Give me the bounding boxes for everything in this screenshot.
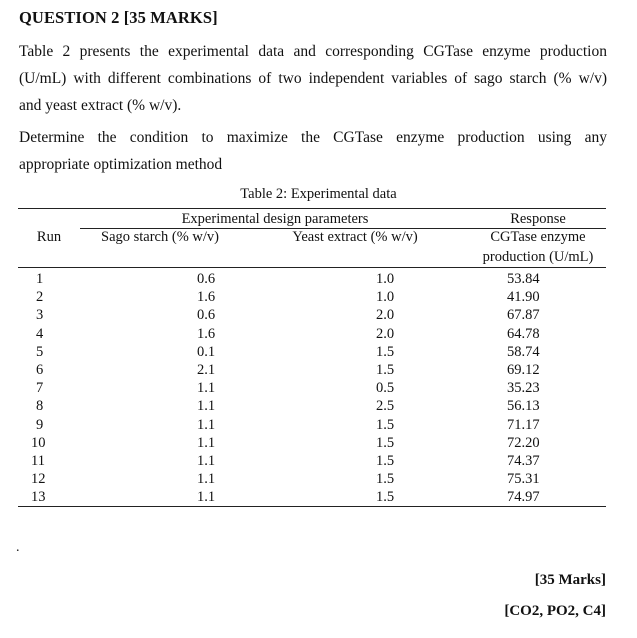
cell-run: 11 — [31, 452, 45, 469]
cell-cgtase: 69.12 — [507, 362, 540, 379]
paragraph-1-line-1: Table 2 presents the experimental data and corresponding CGTase enzyme production — [19, 43, 607, 60]
cell-cgtase: 74.37 — [507, 452, 540, 469]
table-row — [18, 488, 606, 507]
cell-run: 1 — [36, 271, 44, 288]
cell-yeast-extract: 1.5 — [240, 488, 470, 507]
cell-run: 10 — [31, 434, 46, 451]
paragraph-1-line-2: (U/mL) with different combinations of two independent variables of sago starch (% w/v) — [19, 70, 607, 87]
cell-sago-starch: 1.1 — [197, 380, 216, 397]
question-paragraph-2 — [19, 124, 607, 178]
cell-run: 13 — [18, 488, 80, 507]
column-header-sago-starch: Sago starch (% w/v) — [101, 229, 219, 245]
course-outcome-codes: [CO2, PO2, C4] — [504, 603, 606, 619]
cell-run: 7 — [36, 380, 44, 397]
cell-run: 6 — [36, 362, 44, 379]
header-empty-cell — [240, 249, 470, 268]
cell-run: 3 — [36, 307, 44, 324]
cell-sago-starch: 2.1 — [197, 362, 216, 379]
cell-cgtase: 72.20 — [507, 434, 540, 451]
table-header-row-2 — [18, 229, 606, 250]
cell-cgtase: 56.13 — [507, 398, 540, 415]
stray-dot: . — [16, 540, 20, 555]
table-header-row-1 — [18, 209, 606, 229]
column-header-cgtase: CGTase enzyme — [490, 229, 586, 245]
table-row — [18, 343, 606, 361]
table-caption: Table 2: Experimental data — [240, 186, 397, 202]
cell-yeast-extract: 0.5 — [376, 380, 395, 397]
cell-yeast-extract: 1.5 — [376, 452, 395, 469]
cell-yeast-extract: 1.0 — [376, 271, 395, 288]
cell-run: 8 — [36, 398, 44, 415]
cell-cgtase: 53.84 — [507, 271, 540, 288]
cell-cgtase: 41.90 — [507, 289, 540, 306]
table-row — [18, 379, 606, 397]
column-header-production-units: production (U/mL) — [470, 249, 606, 268]
table-row — [18, 268, 606, 289]
group-header-response: Response — [470, 209, 606, 229]
cell-sago-starch: 1.1 — [197, 434, 216, 451]
cell-yeast-extract: 2.5 — [376, 398, 395, 415]
cell-sago-starch: 1.1 — [197, 398, 216, 415]
table-row — [18, 397, 606, 415]
cell-sago-starch: 1.1 — [197, 471, 216, 488]
marks-label: [35 Marks] — [534, 572, 606, 588]
cell-cgtase: 71.17 — [507, 416, 540, 433]
paragraph-2-line-2: appropriate optimization method — [19, 156, 223, 173]
cell-cgtase: 58.74 — [507, 343, 540, 360]
paragraph-1-line-3: and yeast extract (% w/v). — [19, 97, 182, 114]
column-header-run: Run — [36, 228, 62, 245]
table-row — [18, 325, 606, 343]
table-row — [18, 470, 606, 488]
cell-yeast-extract: 1.5 — [376, 343, 395, 360]
cell-sago-starch: 1.6 — [197, 325, 216, 342]
paragraph-2-line-1: Determine the condition to maximize the CGTase enzyme production using any — [19, 129, 607, 146]
cell-run: 9 — [36, 416, 44, 433]
question-title: QUESTION 2 [35 MARKS] — [19, 8, 218, 27]
table-row — [18, 452, 606, 470]
cell-sago-starch: 1.6 — [197, 289, 216, 306]
column-header-yeast-extract: Yeast extract (% w/v) — [292, 229, 418, 245]
header-empty-cell — [80, 249, 240, 268]
cell-run: 5 — [36, 343, 44, 360]
cell-yeast-extract: 1.5 — [376, 416, 395, 433]
cell-sago-starch: 0.6 — [197, 271, 216, 288]
table-row — [18, 434, 606, 452]
cell-run: 2 — [36, 289, 44, 306]
cell-cgtase: 67.87 — [507, 307, 540, 324]
cell-yeast-extract: 1.5 — [376, 471, 395, 488]
cell-yeast-extract: 2.0 — [376, 307, 395, 324]
cell-cgtase: 74.97 — [470, 488, 606, 507]
cell-run: 12 — [31, 471, 46, 488]
cell-cgtase: 75.31 — [507, 471, 540, 488]
header-empty-cell — [18, 209, 80, 229]
table-row — [18, 361, 606, 379]
cell-yeast-extract: 1.5 — [376, 434, 395, 451]
table-row — [18, 288, 606, 306]
cell-cgtase: 35.23 — [507, 380, 540, 397]
experimental-data-table — [18, 208, 606, 507]
cell-sago-starch: 0.1 — [197, 343, 216, 360]
cell-yeast-extract: 1.0 — [376, 289, 395, 306]
cell-sago-starch: 0.6 — [197, 307, 216, 324]
cell-yeast-extract: 1.5 — [376, 362, 395, 379]
cell-cgtase: 64.78 — [507, 325, 540, 342]
table-row — [18, 416, 606, 434]
table-header-row-3 — [18, 249, 606, 268]
cell-run: 4 — [36, 325, 44, 342]
group-header-parameters: Experimental design parameters — [80, 209, 470, 229]
cell-yeast-extract: 2.0 — [376, 325, 395, 342]
question-paragraph-1 — [19, 38, 607, 119]
cell-sago-starch: 1.1 — [197, 452, 216, 469]
header-empty-cell — [18, 249, 80, 268]
cell-sago-starch: 1.1 — [197, 416, 216, 433]
cell-sago-starch: 1.1 — [80, 488, 240, 507]
table-row — [18, 306, 606, 324]
